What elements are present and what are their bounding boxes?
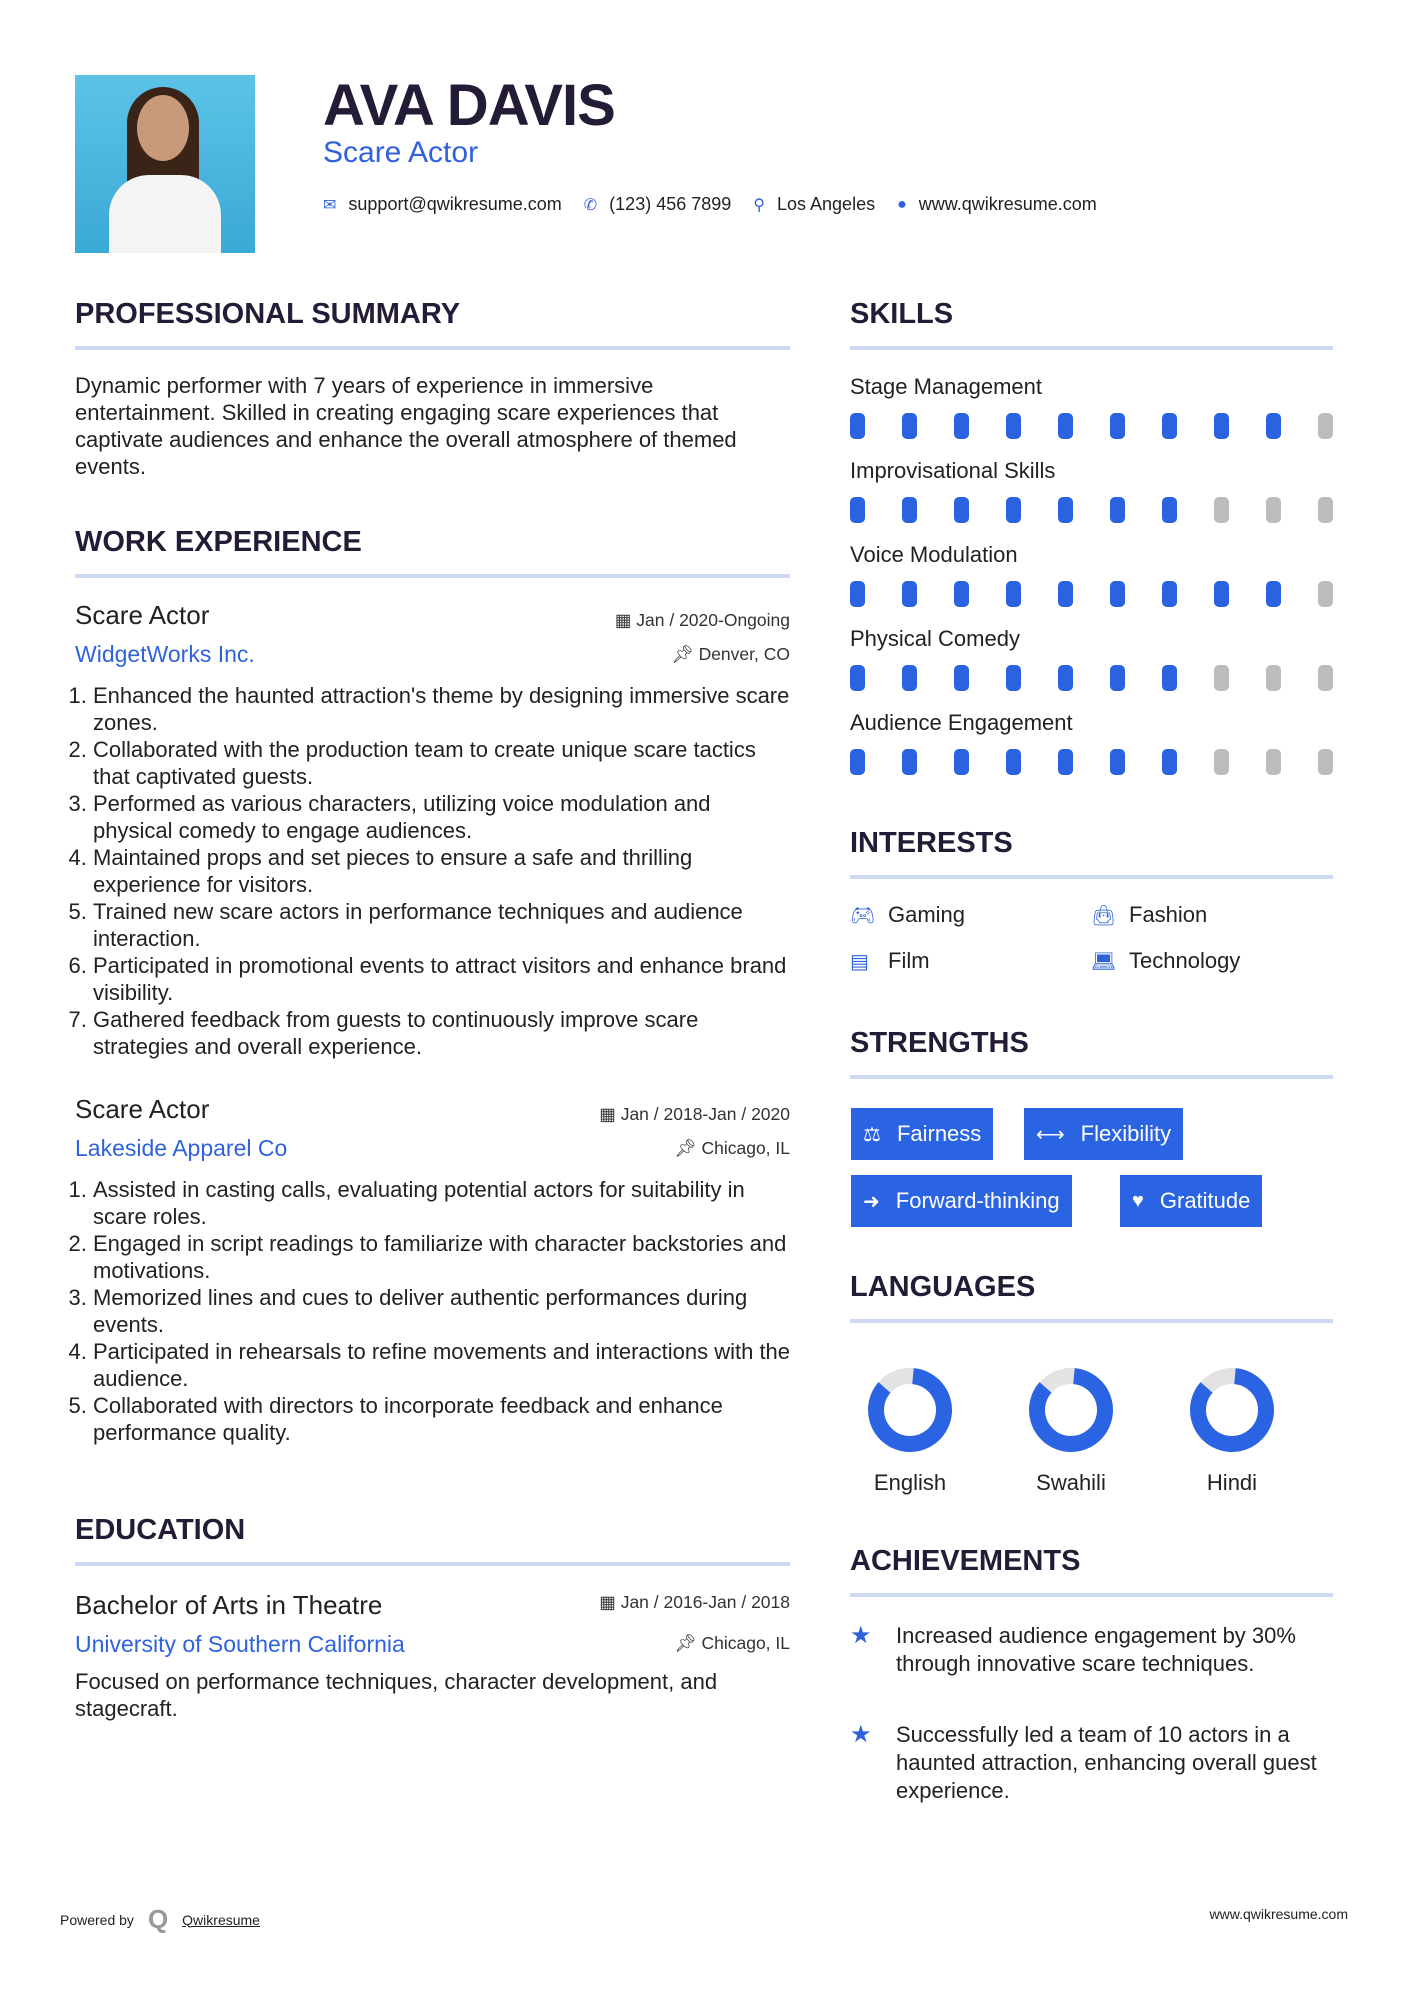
interest-technology — [1091, 948, 1240, 974]
location-text: Chicago, IL — [701, 1633, 790, 1653]
skill-label: Voice Modulation — [850, 542, 1018, 567]
list-item: 1. Assisted in casting calls, evaluating potential actors for suitability in scare roles. — [93, 1176, 795, 1230]
skill-bar-segment — [1058, 497, 1073, 523]
pin-icon: 📌︎ — [674, 1138, 702, 1158]
summary-text: Dynamic performer with 7 years of experience in immersive entertainment. Skilled in creating engaging scare experiences that captivate audiences and enhance the overall atmosphere of themed events. — [75, 373, 737, 479]
education-date — [599, 1592, 790, 1613]
skill-bar-segment — [1058, 665, 1073, 691]
heart-icon: ♥ — [1132, 1189, 1144, 1212]
skill-bar-segment — [1318, 497, 1333, 523]
location: Los Angeles — [777, 194, 876, 214]
film-icon: ▤ — [850, 950, 869, 973]
skill-bar-segment — [954, 581, 969, 607]
strength-label: Forward-thinking — [895, 1188, 1060, 1213]
skill-bar-segment — [1266, 749, 1281, 775]
skill-bar-segment — [1006, 665, 1021, 691]
education-heading: EDUCATION — [75, 1514, 246, 1546]
job-location — [671, 644, 790, 665]
strength-gratitude — [1120, 1175, 1262, 1227]
skill-rating — [850, 749, 1333, 775]
list-item: 2. Collaborated with the production team to create unique scare tactics that captivated guests. — [93, 736, 795, 790]
skill-bar-segment — [1110, 581, 1125, 607]
skill-bar-segment — [1162, 665, 1177, 691]
education-text: Focused on performance techniques, character development, and stagecraft. — [75, 1669, 718, 1721]
skill-bar-segment — [1214, 581, 1229, 607]
gamepad-icon: 🎮︎ — [850, 904, 876, 927]
interest-label: Film — [888, 948, 930, 973]
skill-bar-segment — [850, 665, 865, 691]
responsibility-list — [75, 1176, 795, 1446]
balance-scale-icon: ⚖ — [863, 1123, 881, 1146]
achievement-item — [850, 1622, 1333, 1678]
interests-heading: INTERESTS — [850, 827, 1013, 859]
skills-heading: SKILLS — [850, 298, 954, 330]
skill-bar-segment — [954, 665, 969, 691]
pin-icon: 📌︎ — [671, 644, 699, 664]
arrow-right-icon: ➜ — [863, 1190, 880, 1213]
strength-fairness — [851, 1108, 993, 1160]
list-item: 3. Memorized lines and cues to deliver authentic performances during events. — [93, 1284, 795, 1338]
skill-bar-segment — [1006, 497, 1021, 523]
language-donut — [1021, 1360, 1121, 1460]
interest-label: Fashion — [1129, 902, 1208, 927]
contact-row — [323, 194, 1119, 215]
skill-bar-segment — [1214, 497, 1229, 523]
company-name: WidgetWorks Inc. — [75, 641, 255, 667]
divider — [850, 1319, 1333, 1323]
calendar-icon: ▦ — [599, 1592, 621, 1612]
skill-bar-segment — [1006, 413, 1021, 439]
languages-heading: LANGUAGES — [850, 1271, 1036, 1303]
skill-bar-segment — [1110, 749, 1125, 775]
map-marker-icon: ⚲ — [753, 196, 765, 214]
skill-bar-segment — [1006, 749, 1021, 775]
skill-bar-segment — [902, 581, 917, 607]
strength-label: Fairness — [896, 1121, 982, 1146]
skill-bar-segment — [1318, 749, 1333, 775]
language-name: English — [873, 1470, 947, 1495]
skill-bar-segment — [1318, 665, 1333, 691]
skill-bar-segment — [902, 413, 917, 439]
skill-bar-segment — [850, 581, 865, 607]
star-icon: ★ — [850, 1622, 872, 1649]
skill-rating — [850, 497, 1333, 523]
laptop-icon: 💻︎ — [1091, 950, 1117, 973]
language-item — [1006, 1360, 1136, 1496]
interest-label: Gaming — [888, 902, 966, 927]
profile-photo — [75, 75, 255, 253]
language-name: Hindi — [1206, 1470, 1258, 1495]
divider — [850, 875, 1333, 879]
language-item — [1167, 1360, 1297, 1496]
list-item: 7. Gathered feedback from guests to continuously improve scare strategies and overall experience. — [93, 1006, 795, 1060]
divider — [850, 1593, 1333, 1597]
skill-bar-segment — [902, 665, 917, 691]
strengths-heading: STRENGTHS — [850, 1027, 1029, 1059]
list-item: 3. Performed as various characters, utilizing voice modulation and physical comedy to engage audiences. — [93, 790, 795, 844]
skill-bar-segment — [1214, 665, 1229, 691]
achievements-heading: ACHIEVEMENTS — [850, 1545, 1081, 1577]
language-donut — [860, 1360, 960, 1460]
job-date — [599, 1104, 790, 1125]
skill-bar-segment — [1110, 413, 1125, 439]
school: University of Southern California — [75, 1631, 405, 1657]
interest-label: Technology — [1129, 948, 1241, 973]
divider — [850, 346, 1333, 350]
interest-fashion — [1091, 902, 1207, 928]
list-item: 4. Participated in rehearsals to refine movements and interactions with the audience. — [93, 1338, 795, 1392]
skill-bar-segment — [850, 413, 865, 439]
language-name: Swahili — [1036, 1470, 1106, 1495]
job-title: Scare Actor — [75, 1094, 210, 1124]
achievement-item — [850, 1721, 1333, 1805]
language-item — [845, 1360, 975, 1496]
location-text: Denver, CO — [698, 644, 790, 664]
globe-icon: ● — [897, 195, 907, 213]
skill-rating — [850, 665, 1333, 691]
pin-icon: 📌︎ — [674, 1633, 702, 1653]
skill-bar-segment — [1058, 581, 1073, 607]
skill-bar-segment — [954, 413, 969, 439]
skill-bar-segment — [1110, 665, 1125, 691]
brand-link[interactable]: Qwikresume — [182, 1911, 260, 1928]
skill-bar-segment — [954, 497, 969, 523]
list-item: 1. Enhanced the haunted attraction's theme by designing immersive scare zones. — [93, 682, 795, 736]
interest-film — [850, 948, 930, 974]
summary-heading: PROFESSIONAL SUMMARY — [75, 298, 461, 330]
achievement-text: Successfully led a team of 10 actors in a haunted attraction, enhancing overall guest experience. — [896, 1722, 1317, 1803]
language-donut — [1182, 1360, 1282, 1460]
skill-label: Physical Comedy — [850, 626, 1020, 651]
skill-bar-segment — [1318, 581, 1333, 607]
skill-bar-segment — [1162, 497, 1177, 523]
list-item: 4. Maintained props and set pieces to ensure a safe and thrilling experience for visitors. — [93, 844, 795, 898]
skill-rating — [850, 581, 1333, 607]
interest-gaming — [850, 902, 965, 928]
job-title: Scare Actor — [323, 136, 479, 169]
list-item: 6. Participated in promotional events to attract visitors and enhance brand visibility. — [93, 952, 795, 1006]
job-title: Scare Actor — [75, 600, 210, 630]
skill-bar-segment — [902, 749, 917, 775]
strength-flexibility — [1024, 1108, 1183, 1160]
company-name: Lakeside Apparel Co — [75, 1135, 288, 1161]
skill-label: Audience Engagement — [850, 710, 1073, 735]
powered-by — [60, 1904, 260, 1935]
skill-bar-segment — [1266, 413, 1281, 439]
powered-label: Powered by — [60, 1911, 134, 1928]
skill-bar-segment — [850, 497, 865, 523]
responsibility-list — [75, 682, 795, 1060]
skill-bar-segment — [1006, 581, 1021, 607]
education-location — [674, 1633, 790, 1654]
strength-forward-thinking — [851, 1175, 1072, 1227]
skill-bar-segment — [1058, 749, 1073, 775]
date-text: Jan / 2018-Jan / 2020 — [620, 1104, 790, 1124]
arrows-h-icon: ⟷ — [1036, 1123, 1065, 1146]
job-location — [674, 1138, 790, 1159]
skill-bar-segment — [1058, 413, 1073, 439]
skill-bar-segment — [1266, 665, 1281, 691]
footer-url[interactable]: www.qwikresume.com — [1209, 1906, 1348, 1922]
skill-bar-segment — [1162, 749, 1177, 775]
divider — [850, 1075, 1333, 1079]
divider — [75, 346, 790, 350]
job-date — [615, 610, 790, 631]
skill-bar-segment — [902, 497, 917, 523]
divider — [75, 1562, 790, 1566]
skill-bar-segment — [954, 749, 969, 775]
qwikresume-logo-icon: Q — [147, 1904, 169, 1934]
skill-bar-segment — [1162, 413, 1177, 439]
calendar-icon: ▦ — [614, 610, 637, 630]
strength-label: Flexibility — [1080, 1121, 1172, 1146]
location-text: Chicago, IL — [701, 1138, 790, 1158]
email[interactable]: support@qwikresume.com — [348, 194, 562, 214]
envelope-icon: ✉ — [323, 196, 337, 214]
calendar-icon: ▦ — [599, 1104, 621, 1124]
skill-bar-segment — [850, 749, 865, 775]
shopping-bag-icon: 👜︎ — [1091, 904, 1117, 927]
list-item: 5. Collaborated with directors to incorporate feedback and enhance performance quality. — [93, 1392, 795, 1446]
skill-bar-segment — [1214, 749, 1229, 775]
skill-bar-segment — [1318, 413, 1333, 439]
skill-label: Improvisational Skills — [850, 458, 1056, 483]
phone-icon: ✆ — [583, 196, 598, 214]
divider — [75, 574, 790, 578]
experience-heading: WORK EXPERIENCE — [75, 526, 362, 558]
list-item: 2. Engaged in script readings to familiarize with character backstories and motivations. — [93, 1230, 795, 1284]
skill-bar-segment — [1162, 581, 1177, 607]
star-icon: ★ — [850, 1721, 872, 1748]
date-text: Jan / 2016-Jan / 2018 — [620, 1592, 790, 1612]
degree: Bachelor of Arts in Theatre — [75, 1590, 383, 1620]
skill-bar-segment — [1266, 497, 1281, 523]
achievement-text: Increased audience engagement by 30% through innovative scare techniques. — [896, 1623, 1296, 1676]
date-text: Jan / 2020-Ongoing — [636, 610, 790, 630]
skill-bar-segment — [1266, 581, 1281, 607]
strength-label: Gratitude — [1159, 1188, 1251, 1213]
website[interactable]: www.qwikresume.com — [918, 194, 1097, 214]
skill-bar-segment — [1214, 413, 1229, 439]
skill-bar-segment — [1110, 497, 1125, 523]
candidate-name: AVA DAVIS — [323, 73, 615, 138]
skill-rating — [850, 413, 1333, 439]
skill-label: Stage Management — [850, 374, 1043, 399]
list-item: 5. Trained new scare actors in performance techniques and audience interaction. — [93, 898, 795, 952]
phone: (123) 456 7899 — [609, 194, 732, 214]
